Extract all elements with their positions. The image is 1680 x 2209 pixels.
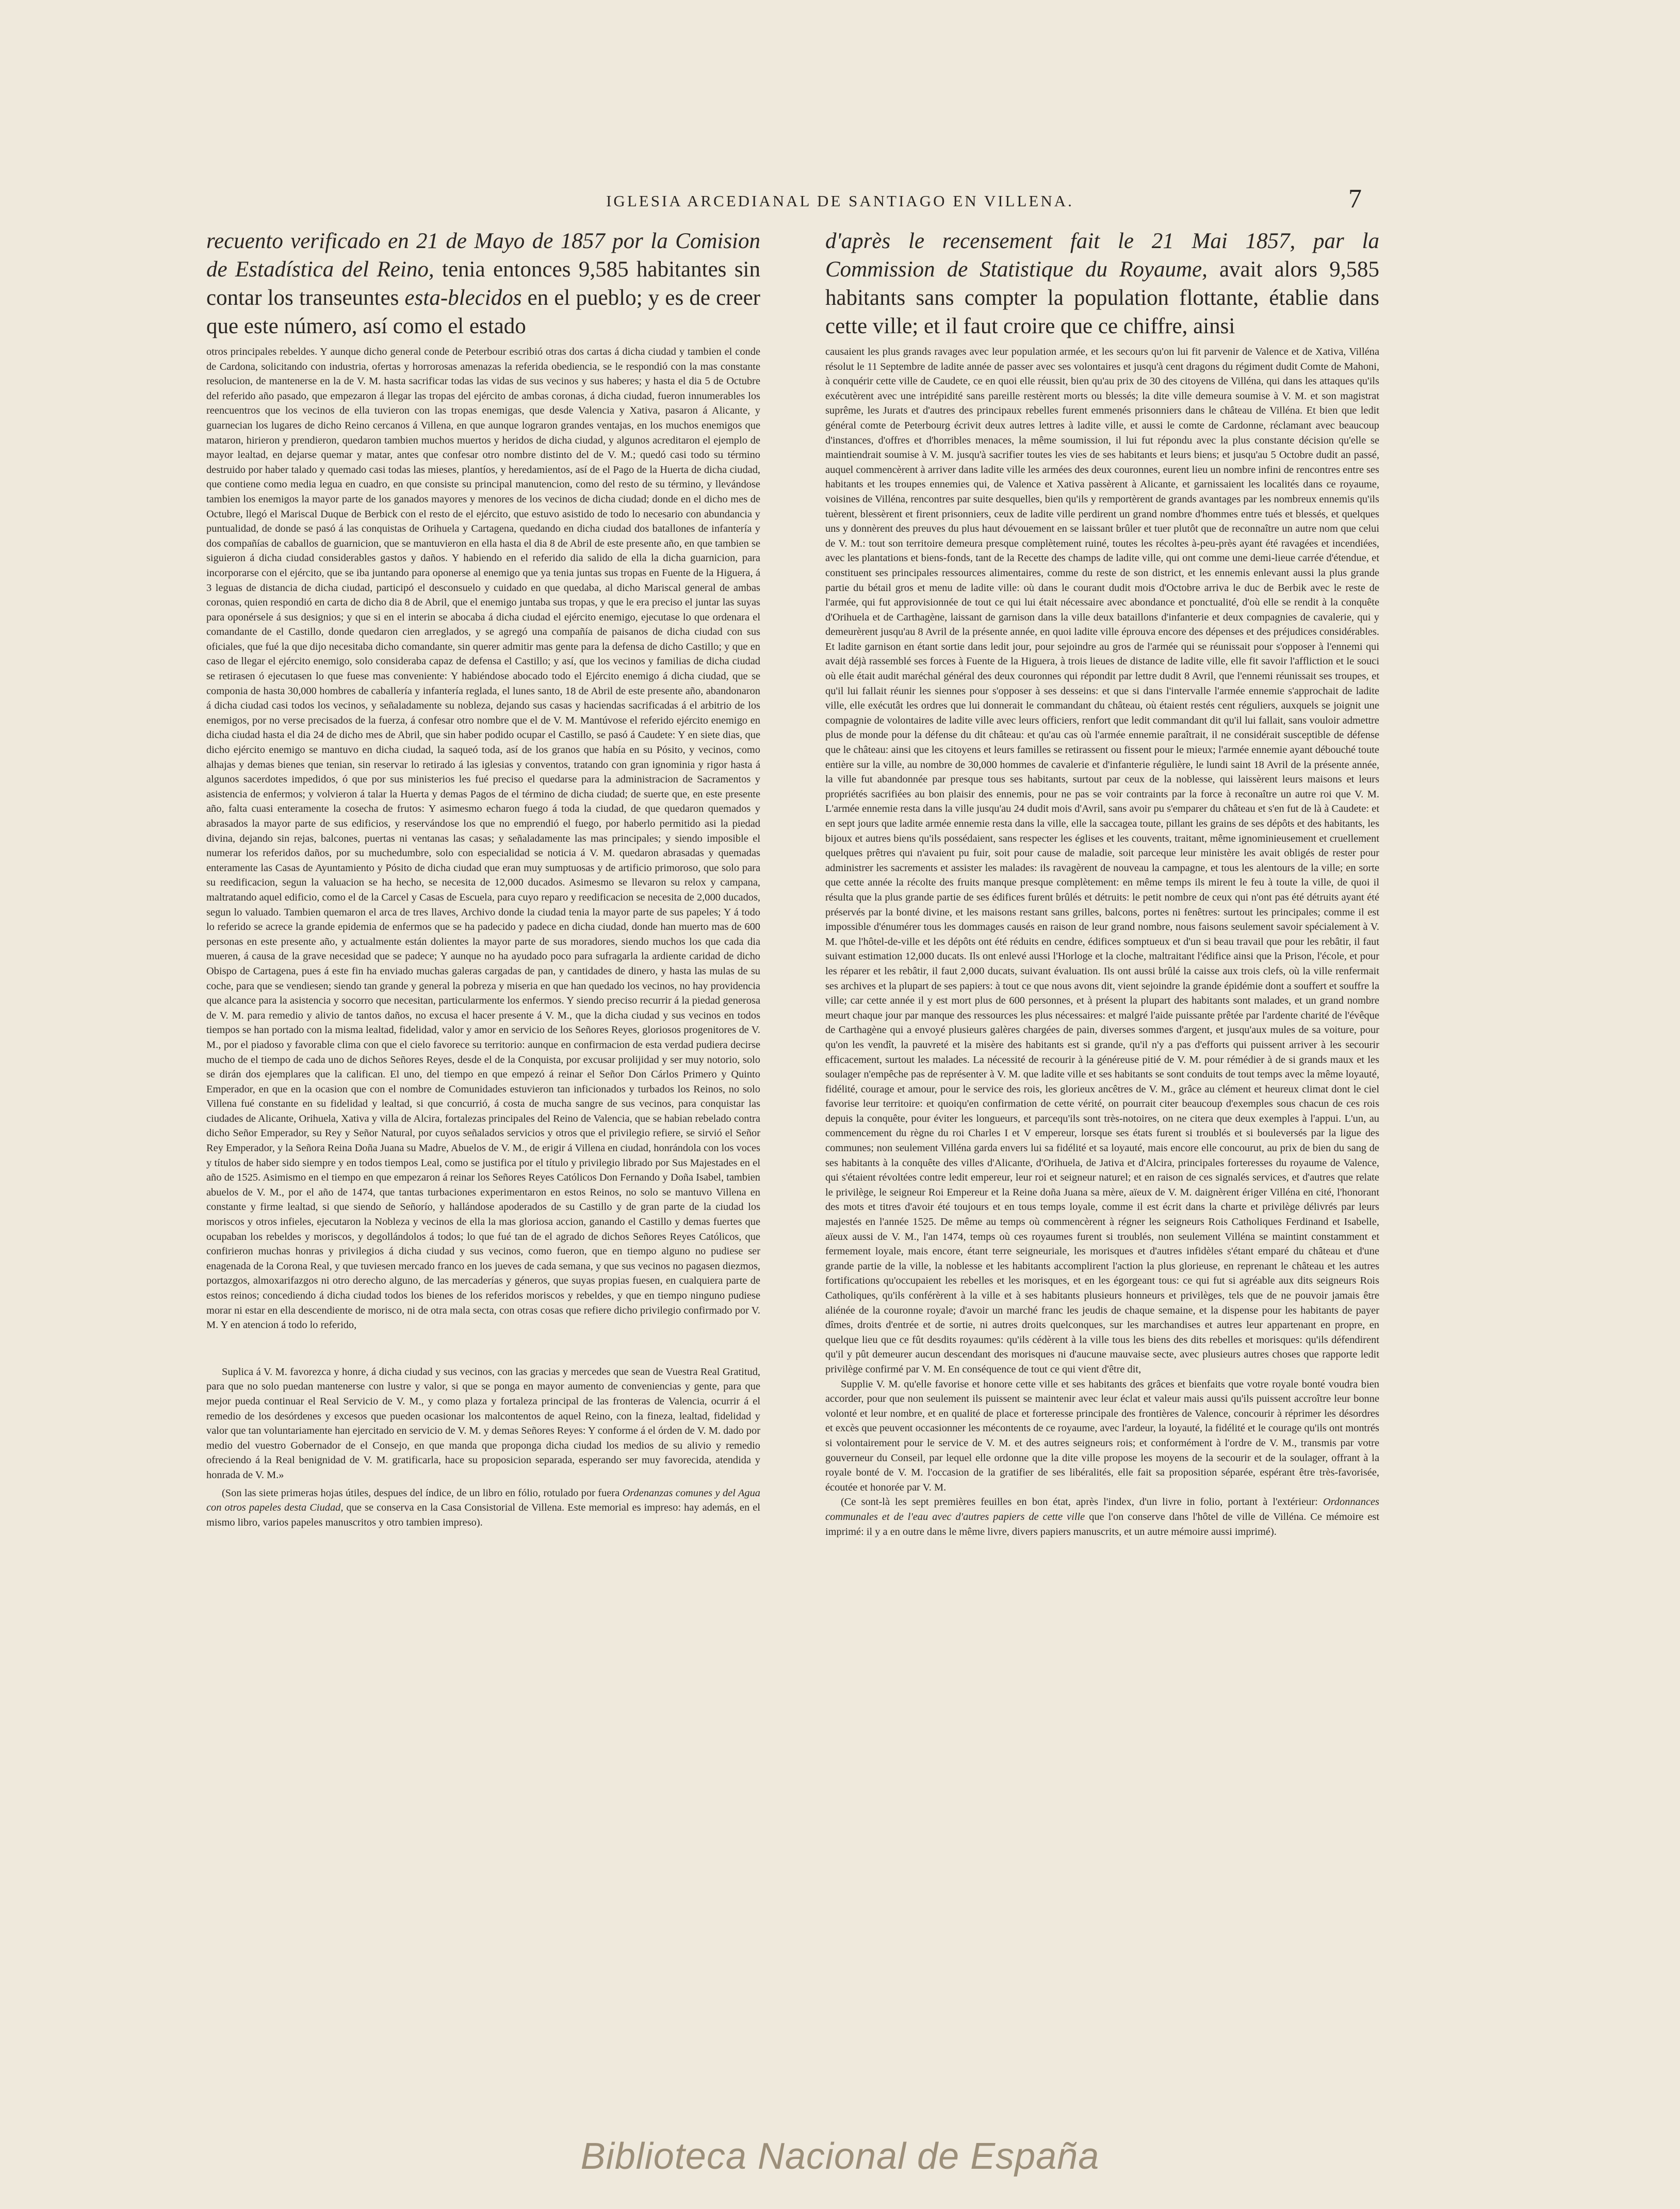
spanish-lead-plain-1: tenia entonces 9,585 habitantes sin contar los transeuntes: [206, 257, 760, 310]
french-lead-italic-1: d'après le recensement fait le 21 Mai 1857, par la Commission de Statistique du Royaume,: [825, 229, 1379, 282]
spanish-paragraph-3-italic: Ordenanzas comunes y del Agua con otros papeles desta Ciudad: [206, 1487, 760, 1514]
spanish-paragraph-3-plain-1: (Son las siete primeras hojas útiles, despues del índice, de un libro en fólio, rotulado por fuera: [222, 1487, 623, 1499]
spanish-paragraph-1: otros principales rebeldes. Y aunque dicho general conde de Peterbour escribió otras dos cartas á dicha ciudad y tambien el conde de Cardona, solicitando con industria, ofertas y horrorosas amenazas la referida obediencia, se le respondió con la mas constante resolucion, de mantenerse en la de V. M. hasta sacrificar todas las vidas de sus vecinos y sus haberes; y hasta el dia 5 de Octubre del referido año pasado, que empezaron á llegar las tropas del ejército de ambas coronas, á dicha ciudad, fueron innumerables los reencuentros que los vecinos de ella tuvieron con las tropas enemigas, que desde Valencia y Xativa, pasaron á Alicante, y guarnecian los lugares de dicho Reino cercanos á Villena, en que aunque lograron grandes ventajas, en los muchos enemigos que mataron, hirieron y prendieron, quedaron tambien muchos muertos y heridos de dicha ciudad, y algunos acreditaron el ejemplo de mayor lealtad, en dejarse quemar y matar, antes que confesar otro nombre distinto del de V. M.; quedó casi todo su término destruido por haber talado y quemado casi todas las mieses, plantíos, y heredamientos, así de el Pago de la Huerta de dicha ciudad, que contiene como media legua en cuadro, en que consiste su principal manutencion, como del resto de su término, y llevándose tambien los enemigos la mayor parte de los ganados mayores y menores de los vecinos de dicha ciudad; donde en el dicho mes de Octubre, llegó el Mariscal Duque de Berbick con el resto de el ejército, que estuvo asistido de todo lo necesario con abundancia y puntualidad, de donde se pasó á las conquistas de Orihuela y Cartagena, quedando en dicha ciudad dos batallones de infantería y dos compañías de caballos de guarnicion, que se mantuvieron en ella hasta el dia 8 de Abril de este presente año, en que tambien se siguieron á dicha ciudad considerables gastos y daños. Y habiendo en el referido dia salido de ella la dicha guarnicion, para incorporarse con el ejército, que se iba juntando para oponerse al enemigo que ya tenia juntas sus tropas en Fuente de la Higuera, á 3 leguas de distancia de dicha ciudad, participó el desconsuelo y cuidado en que quedaba, al dicho Mariscal general de ambas coronas, quien respondió en carta de dicho dia 8 de Abril, que el enemigo juntaba sus tropas, y que le era preciso el juntar las suyas para oponérsele á sus designios; y que si en el interin se abocaba á dicha ciudad el ejército enemigo, ejecutase lo que ordenara el comandante de el Castillo, donde quedaron cien arreglados, y se agregó una compañía de paisanos de dicha ciudad con sus oficiales, que fué la que dijo necesitaba dicho comandante, sin querer admitir mas gente para la defensa de dicho Castillo; y que en caso de llegar el ejército enemigo, solo consideraba capaz de defensa el Castillo; y así, que los vecinos y familias de dicha ciudad se retirasen ó ejecutasen lo que fuese mas conveniente: Y habiéndose abocado todo el Ejército enemigo á dicha ciudad, que se componia de hasta 30,000 hombres de caballería y infantería reglada, el lunes santo, 18 de Abril de este presente año, abandonaron á dicha ciudad casi todos los vecinos, y señaladamente su nobleza, dejando sus casas y haciendas sacrificadas á el arbitrio de los enemigos, por no verse precisados de la fuerza, á confesar otro nombre que el de V. M. Mantúvose el referido ejército enemigo en dicha ciudad hasta el dia 24 de dicho mes de Abril, que sin haber podido ocupar el Castillo, se pasó á Caudete: Y en siete dias, que dicho ejército enemigo se mantuvo en dicha ciudad, la saqueó toda, así de los granos que había en su Pósito, y vecinos, como alhajas y demas bienes que tenian, sin reservar lo retirado á las iglesias y conventos, tratando con gran ignominia y rigor hasta á algunos sacerdotes impedidos, ó que por sus ministerios les fué preciso el quedarse para la administracion de Sacramentos y asistencia de enfermos; y volvieron á talar la Huerta y demas Pagos de el término de dicha ciudad; de suerte que, en este presente año, falta cuasi enteramente la cosecha de frutos: Y asimesmo echaron fuego á toda la ciudad, de que quedaron quemados y abrasados la mayor parte de sus edificios, y reservándose los que no emprendió el fuego, por haberlo permitido asi la piedad divina, dejando sin rejas, balcones, puertas ni ventanas las casas; y señaladamente las mas principales; y siendo imposible el numerar los referidos daños, por su muchedumbre, solo con especialidad se noticia á V. M. quedaron abrasadas y quemadas enteramente las Casas de Ayuntamiento y Pósito de dicha ciudad que eran muy sumptuosas y de artificio primoroso, que solo para su reedificacion, segun la valuacion se ha hecho, se necesita de 12,000 ducados. Asimesmo se llevaron su relox y campana, maltratando aquel edificio, como el de la Carcel y Casas de Escuela, para cuyo reparo y reedificacion se necesita de 2,000 ducados, segun lo valuado. Tambien quemaron el arca de tres llaves, Archivo donde la ciudad tenia la mayor parte de sus papeles; Y á todo lo referido se acrece la grande epidemia de enfermos que se ha padecido y padece en dicha ciudad, donde han muerto mas de 600 personas en este presente año, y actualmente están dolientes la mayor parte de sus moradores, siendo muchos los que cada dia mueren, á causa de la grave necesidad que se padece; Y aunque no ha ayudado poco para sufragarla la ardiente caridad de dicho Obispo de Cartagena, pues á este fin ha enviado muchas galeras cargadas de pan, y cantidades de dinero, y hasta las mulas de su coche, para que se vendiesen; siendo tan grande y general la pobreza y miseria en que han quedado los vecinos, no hay providencia que alcance para la asistencia y socorro que necesitan, particularmente los enfermos. Y siendo preciso recurrir á la piedad generosa de V. M. para remedio y alivio de tantos daños, no excusa el hacer presente á V. M., que la dicha ciudad y sus vecinos en todos tiempos se han portado con la misma lealtad, fidelidad, valor y amor en servicio de los Señores Reyes, gloriosos progenitores de V. M., por el piadoso y favorable clima con que el cielo favorece su territorio: aunque en confirmacion de esta verdad pudiera decirse mucho de el tiempo de cada uno de dichos Señores Reyes, desde el de la Conquista, por excusar prolijidad y ser muy notorio, solo se dirán dos ejemplares que la califican. El uno, del tiempo en que empezó á reinar el Señor Don Cárlos Primero y Quinto Emperador, en que en la ocasion que con el nombre de Comunidades estuvieron tan inficionados y turbados los Reinos, no solo Villena fué constante en su fidelidad y lealtad, si que concurrió, á costa de mucha sangre de sus vecinos, para conquistar las ciudades de Alicante, Orihuela, Xativa y villa de Alcira, fortalezas principales del Reino de Valencia, que se habian rebelado contra dicho Señor Emperador, su Rey y Señor Natural, por cuyos señalados servicios y otros que el privilegio refiere, se sirvió el Señor Rey Emperador, y la Señora Reina Doña Juana su Madre, Abuelos de V. M., de erigir á Villena en ciudad, honrándola con los voces y títulos de haber sido siempre y en todos tiempos Leal, como se justifica por el título y privilegio librado por Sus Majestades en el año de 1525. Asimismo en el tiempo en que empezaron á reinar los Señores Reyes Católicos Don Fernando y Doña Isabel, tambien abuelos de V. M., por el año de 1474, que tantas turbaciones experimentaron en estos Reinos, no solo se mantuvo Villena en constante y firme lealtad, si que siendo de Señorío, y hallándose apoderados de su Castillo y de gran parte de la ciudad los moriscos y otros infieles, ejecutaron la Nobleza y vecinos de ella la mas gloriosa accion, ganando el Castillo y demas fuertes que ocupaban los rebeldes y moriscos, y degollándolos á todos; lo que fué tan de el agrado de dichos Señores Reyes Católicos, que confirieron muchas honras y privilegios á dicha ciudad y sus vecinos, como fueron, que en tiempo alguno no pudiese ser enagenada de la Corona Real, y que tuviesen mercado franco en los jueves de cada semana, y que sus vecinos no pagasen diezmos, portazgos, almoxarifazgos ni otro derecho alguno, de las mercaderías y géneros, que suyas propias fuesen, en cualquiera parte de estos reinos; concediendo á dicha ciudad todos los bienes de los referidos moriscos y rebeldes, y que en tiempo ninguno pudiese morar ni estar en ella descendiente de morisco, ni de otra mala secta, con otras cosas que refiere dicho privilegio confirmado por V. M. Y en atencion á todo lo referido,: [206, 346, 760, 1331]
library-watermark: Biblioteca Nacional de España: [580, 2136, 1100, 2177]
page-number: 7: [1348, 184, 1362, 214]
french-lead: [825, 227, 1380, 338]
spanish-paragraph-3: [206, 1486, 760, 1530]
spanish-lead: [206, 227, 760, 338]
running-title: IGLESIA ARCEDIANAL DE SANTIAGO EN VILLENA.: [606, 192, 1074, 210]
spanish-column: [206, 227, 760, 1530]
french-column: [825, 227, 1379, 1539]
french-paragraph-3-plain-2: que l'on conserve dans l'hôtel de ville de Villéna. Ce mémoire est imprimé: il y a en outre dans le même livre, divers papiers manuscrits, et un autre mémoire aussi imprimé).: [825, 1511, 1380, 1537]
french-paragraph-3-italic: Ordonnances communales et de l'eau avec d'autres papiers de cette ville: [825, 1496, 1379, 1523]
spanish-lead-plain-2: en el pueblo; y es de creer que este número, así como el estado: [206, 286, 760, 338]
spanish-lead-italic-1: recuento verificado en 21 de Mayo de 1857 por la Comision de Estadística del Reino,: [206, 229, 760, 282]
french-paragraph-3-plain-1: (Ce sont-là les sept premières feuilles en bon état, après l'index, d'un livre in folio, portant à l'extérieur:: [841, 1496, 1323, 1508]
french-body: [825, 345, 1379, 1539]
spanish-body: [206, 345, 760, 1530]
spanish-paragraph-2: Suplica á V. M. favorezca y honre, á dicha ciudad y sus vecinos, con las gracias y mercedes que sean de Vuestra Real Gratitud, para que no solo puedan mantenerse con lustre y valor, si que se ponga en mayor aumento de conveniencias y gente, para que mejor pueda continuar el Real Servicio de V. M., y como plaza y fortaleza principal de las fronteras de Valencia, ocurrir á el remedio de los desórdenes y excesos que pueden ocasionar los malcontentos de aquel Reino, con la fineza, lealtad, fidelidad y valor que tan voluntariamente han ejercitado en servicio de V. M. y demas Señores Reyes: Y conforme á el órden de V. M. dado por medio del vuestro Gobernador de el Consejo, en que manda que proponga dicha ciudad los medios de su alivio y remedio ofreciendo á la Real benignidad de V. M. gratificarla, hace su proposicion separada, esperando ser muy favorecida, atendida y honrada de V. M.»: [206, 1366, 760, 1481]
french-lead-plain-1: avait alors 9,585 habitants sans compter la population flottante, établie dans cette ville; et il faut croire que ce chiffre, ainsi: [825, 257, 1380, 338]
spanish-paragraph-3-plain-2: , que se conserva en la Casa Consistorial de Villena. Este memorial es impreso: hay además, en el mismo libro, varios papeles manuscritos y otro tambien impreso).: [206, 1502, 760, 1528]
french-paragraph-1: causaient les plus grands ravages avec leur population armée, et les secours qu'on lui fit parvenir de Valence et de Xativa, Villéna résolut le 11 Septembre de ladite année de passer avec ses volontaires et jusqu'à cent dragons du régiment dudit Comte de Mahoni, à conquérir cette ville de Caudete, ce en quoi elle réussit, bien qu'au prix de 30 des citoyens de Villéna, qui dans les attaques qu'ils exécutèrent avec une intrépidité sans pareille restèrent morts ou blessés; la dite ville demeura soumise à V. M. et son magistrat suprême, les Jurats et d'autres des principaux rebelles furent emmenés prisonniers dans le château de Villéna. Et bien que ledit général comte de Peterbourg écrivit deux autres lettres à ladite ville, et aussi le comte de Cardonne, réclamant avec beaucoup d'instances, d'offres et d'horribles menaces, la même soumission, il lui fut répondu avec la plus constante décision qu'elle se maintiendrait soumise à V. M. jusqu'à sacrifier toutes les vies de ses habitants et leurs biens; et jusqu'au 5 Octobre dudit an passé, auquel commencèrent à arriver dans ladite ville les armées des deux couronnes, eurent lieu un nombre infini de rencontres entre ses habitants et les troupes ennemies qui, de Valence et Xativa passèrent à Alicante, et garnissaient les localités dans ce royaume, voisines de Villéna, rencontres par suite desquelles, bien qu'ils y remportèrent de grands avantages par les nombreux ennemis qu'ils tuèrent, blessèrent et firent prisonniers, ceux de ladite ville perdirent un grand nombre d'hommes entre tués et blessés, et quelques uns y donnèrent des preuves du plus haut dévouement en se laissant brûler et tuer plutôt que de reconnaître un autre nom que celui de V. M.: tout son territoire demeura presque complètement ruiné, toutes les récoltes à-peu-près ayant été ravagées et incendiées, avec les plantations et biens-fonds, tant de la Recette des champs de ladite ville, qui ont comme une demi-lieue carrée d'étendue, et constituent ses principales ressources alimentaires, comme du reste de son district, et les ennemis enlevant aussi la plus grande partie du bétail gros et menu de ladite ville: où dans le courant dudit mois d'Octobre arriva le duc de Berbik avec le reste de l'armée, qui fut approvisionnée de tout ce qui lui était nécessaire avec abondance et ponctualité, d'où elle se rendit à la conquête d'Orihuela et de Carthagène, laissant de garnison dans la ville deux bataillons d'infanterie et deux compagnies de cavalerie, qui y demeurèrent jusqu'au 8 Avril de la présente année, en quoi ladite ville éprouva encore des dépenses et des préjudices considérables. Et ladite garnison en étant sortie dans ledit jour, pour sejoindre au gros de l'armée qui se réunissait pour s'opposer à l'ennemi qui avait déjà rassemblé ses forces à Fuente de la Higuera, à trois lieues de distance de ladite ville, elle fit savoir l'affliction et le souci où elle était audit maréchal général des deux couronnes qui répondit par lettre dudit 8 Avril, que l'ennemi réunissait ses troupes, et qu'il lui fallait réunir les siennes pour s'opposer à ses desseins: et que si dans l'intervalle l'armée ennemie s'approchait de ladite ville, elle exécutât les ordres que lui donnerait le commandant du château, où étaient restés cent réguliers, auxquels se joignit une compagnie de volontaires de ladite ville avec leurs officiers, renfort que ledit commandant dit qu'il lui fallait, sans vouloir admettre plus de monde pour la défense du dit château: et qu'au cas où l'armée ennemie paraîtrait, il ne considérait susceptible de défense que le château: ainsi que les citoyens et leurs familles se retirassent ou fissent pour le mieux; l'armée ennemie ayant débouché toute entière sur la ville, au nombre de 30,000 hommes de cavalerie et d'infanterie régulière, le lundi saint 18 Avril de la présente année, la ville fut abandonnée par presque tous ses habitants, surtout par ceux de la noblesse, qui laissèrent leurs maisons et leurs propriétés sacrifiées au bon plaisir des ennemis, pour ne pas se voir contraints par la force à reconaître un autre roi que V. M. L'armée ennemie resta dans la ville jusqu'au 24 dudit mois d'Avril, sans avoir pu s'emparer du château et s'en fut de là à Caudete: et en sept jours que ladite armée ennemie resta dans la ville, elle la saccagea toute, pillant les grains de ses dépôts et des habitants, les bijoux et autres biens qu'ils possédaient, sans respecter les églises et les couvents, traitant, même ignominieusement et cruellement quelques prêtres qui n'avaient pu fuir, soit pour cause de maladie, soit parceque leur ministère les avait obligés de rester pour administrer les sacrements et assister les malades: ils ravagèrent de nouveau la campagne, et tous les alentours de la ville; en sorte que cette année la récolte des fruits manque presque complètement: en même temps ils mirent le feu à toute la ville, de quoi il résulta que la plus grande partie de ses édifices furent brûlés et détruits: le petit nombre de ceux qui n'ont pas été détruits ayant été préservés par la bonté divine, et les maisons restant sans grilles, balcons, portes ni fenêtres: surtout les principales; comme il est impossible d'énumérer tous les dommages causés en raison de leur grand nombre, nous faisons seulement savoir spécialement à V. M. que l'hôtel-de-ville et les dépôts ont été réduits en cendre, édifices somptueux et d'un si beau travail que pour les rebâtir, il faut suivant estimation 12,000 ducats. Ils ont enlevé aussi l'Horloge et la cloche, maltraitant l'édifice ainsi que la Prison, l'école, et pour les réparer et les rebâtir, il faut 2,000 ducats, suivant évaluation. Ils ont aussi brûlé la caisse aux trois clefs, où la ville renfermait ses archives et la plupart de ses papiers: à tout ce que nous avons dit, vient sejoindre la grande épidémie dont a souffert et souffre la ville; car cette année il y est mort plus de 600 personnes, et à présent la plupart des habitants sont malades, et un grand nombre meurt chaque jour par manque des ressources les plus nécessaires: et malgré l'aide puissante prêtée par l'ardente charité de l'évêque de Carthagène qui a envoyé plusieurs galères chargées de pain, diverses sommes d'argent, et jusqu'aux mules de sa voiture, pour qu'on les vendît, la pauvreté et la misère des habitants est si grande, qu'il n'y a pas d'efforts qui puissent arriver à les secourir efficacement, surtout les malades. La nécessité de recourir à la généreuse pitié de V. M. pour rémédier à de si grands maux et les soulager n'empêche pas de représenter à V. M. que ladite ville et ses habitants se sont conduits de tout temps avec la même loyauté, fidélité, courage et amour, pour le service des rois, les glorieux ancêtres de V. M., grâce au clément et heureux climat dont le ciel favorise leur territoire: et quoiqu'en confirmation de cette vérité, on pourrait citer beaucoup d'exemples sous chacun de ces rois depuis la conquête, pour éviter les longueurs, et parcequ'ils sont très-notoires, on ne citera que deux exemples à l'appui. L'un, au commencement du règne du roi Charles I et V empereur, lorsque ses états furent si troublés et si bouleversés par la ligue des communes; non seulement Villéna garda envers lui sa fidélité et sa loyauté, mais encore elle concourut, au prix de bien du sang de ses habitants à la conquête des villes d'Alicante, d'Orihuela, de Jativa et d'Alcira, principales forteresses du royaume de Valence, qui s'étaient révoltées contre ledit empereur, leur roi et seigneur naturel; et en raison de ces signalés services, et d'autres que relate le privilège, le seigneur Roi Empereur et la Reine doña Juana sa mère, aïeux de V. M. daignèrent ériger Villéna en cité, l'honorant des mots et titres d'avoir été toujours et en tous temps loyale, comme il est écrit dans la charte et privilège délivrés par leurs majestés en l'année 1525. De même au temps où commencèrent à régner les seigneurs Rois Catholiques Ferdinand et Isabelle, aïeux aussi de V. M., l'an 1474, temps où ces royaumes furent si troublés, non seulement Villéna se maintint constamment et fermement loyale, mais encore, étant terre seigneuriale, les morisques et d'autres infidèles s'étant emparé du château et d'une grande partie de la ville, la noblesse et les habitants accomplirent l'action la plus glorieuse, en reprenant le château et les autres fortifications qu'occupaient les rebelles et les morisques, et en les égorgeant tous: ce qui fut si agréable aux dits seigneurs Rois Catholiques, qu'ils conférèrent à la ville et à ses habitants plusieurs honneurs et privilèges, tels que de ne pouvoir jamais être aliénée de la couronne royale; d'avoir un marché franc les jeudis de chaque semaine, et la dispense pour les habitants de payer dîmes, droits d'entrée et de sortie, ni autres droits quelconques, sur les marchandises et autres leur appartenant en propre, en quelque lieu que ce fût desdits royaumes: qu'ils cédèrent à la ville tous les biens des dits rebelles et morisques: qu'ils défendirent qu'il y pût demeurer aucun descendant des morisques ni d'aucune mauvaise secte, avec plusieurs autres choses que rapporte ledit privilège confirmé par V. M. En conséquence de tout ce qui vient d'être dit,: [825, 346, 1379, 1375]
french-paragraph-3: [825, 1495, 1379, 1539]
spanish-lead-italic-2: esta-blecidos: [404, 286, 522, 310]
french-paragraph-2: Supplie V. M. qu'elle favorise et honore cette ville et ses habitants des grâces et bienfaits que votre royale bonté voudra bien accorder, pour que non seulement ils puissent se maintenir avec leur éclat et valeur mais aussi qu'ils puissent accroître leur bonne volonté et leur nombre, et en qualité de place et forteresse principale des frontières de Valence, concourir à réprimer les désordres et excès que peuvent occasionner les mécontents de ce royaume, avec l'ardeur, la loyauté, la fidélité et le courage qu'ils ont montrés si volontairement pour le service de V. M. et des autres seigneurs rois; et conformément à l'ordre de V. M., transmis par votre gouverneur du Conseil, par lequel elle ordonne que la dite ville propose les moyens de la secourir et de la soulager, offrant à la royale bonté de V. M. l'occasion de la gratifier de ses libéralités, elle fait sa proposition séparée, espérant être très-favorisée, écoutée et honorée par V. M.: [825, 1378, 1379, 1493]
